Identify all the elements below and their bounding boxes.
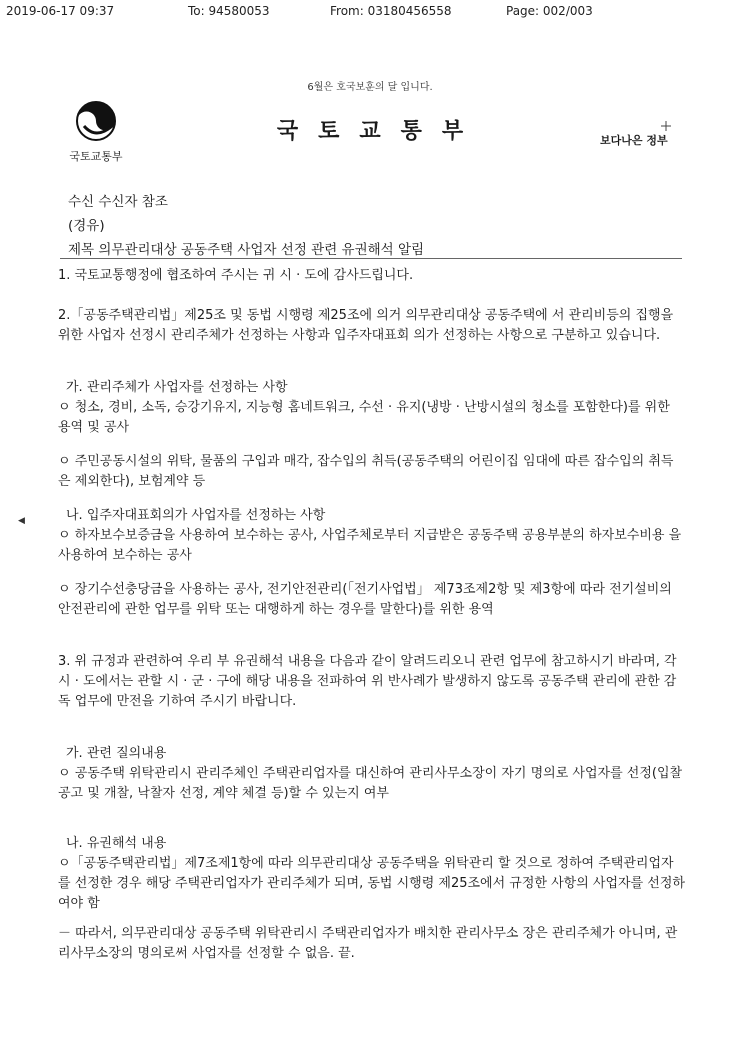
list-item: ㅇ 청소, 경비, 소독, 승강기유지, 지능형 홈네트워크, 수선 · 유지(냉방 · 난방시설의 청소를 포함한다)를 위한 용역 및 공사	[58, 400, 670, 435]
slogan-text: 보다나은 정부	[600, 134, 668, 147]
fax-page: Page: 002/003	[506, 4, 593, 18]
side-mark: ◀	[18, 516, 25, 526]
via: (경유)	[68, 218, 105, 234]
subject-divider	[60, 258, 682, 259]
fax-to: To: 94580053	[188, 4, 270, 18]
motto: 6월은 호국보훈의 달 입니다.	[307, 82, 433, 93]
ministry-name-small: 국토교통부	[69, 150, 123, 163]
paragraph-1: 1. 국토교통행정에 협조하여 주시는 귀 시 · 도에 감사드립니다.	[58, 268, 414, 283]
section-heading: 가. 관리주체가 사업자를 선정하는 사항	[66, 380, 288, 395]
ministry-title: 국토교통부	[276, 119, 484, 144]
subject: 제목 의무관리대상 공동주택 사업자 선정 관련 유권해석 알림	[68, 242, 425, 258]
list-item: － 따라서, 의무관리대상 공동주택 위탁관리시 주택관리업자가 배치한 관리사무소 장은 관리주체가 아니며, 관리사무소장의 명의로써 사업자를 선정할 수 없음. 끝.	[58, 926, 678, 961]
fax-from: From: 03180456558	[330, 4, 452, 18]
paragraph-3: 3. 위 규정과 관련하여 우리 부 유권해석 내용을 다음과 같이 알려드리오니 관련 업무에 참고하시기 바라며, 각 시 · 도에서는 관할 시 · 군 · 구에 해당 내용을 전파하여 위 반사례가 발생하지 않도록 공동주택 관리에 관한 감독 업무에 만전을 기하여 주시기 바랍니다.	[58, 654, 677, 709]
fax-datetime: 2019-06-17 09:37	[6, 4, 115, 18]
fax-header	[0, 4, 740, 22]
section-heading: 가. 관련 질의내용	[66, 746, 167, 761]
slogan-mark-icon	[600, 119, 680, 133]
slogan-logo	[600, 118, 680, 152]
section-heading: 나. 입주자대표회의가 사업자를 선정하는 사항	[66, 508, 326, 523]
section-heading: 나. 유권해석 내용	[66, 836, 167, 851]
list-item: ㅇ 하자보수보증금을 사용하여 보수하는 공사, 사업주체로부터 지급받은 공동주택 공용부분의 하자보수비용 을 사용하여 보수하는 공사	[58, 528, 682, 563]
list-item: ㅇ「공동주택관리법」제7조제1항에 따라 의무관리대상 공동주택을 위탁관리 할 것으로 정하여 주택관리업자를 선정한 경우 해당 주택관리업자가 관리주체가 되며, 동법 시행령 제25조에서 규정한 사항의 사업자를 선정하여야 함	[58, 856, 685, 911]
list-item: ㅇ 공동주택 위탁관리시 관리주체인 주택관리업자를 대신하여 관리사무소장이 자기 명의로 사업자를 선정(입찰 공고 및 개찰, 낙찰자 선정, 계약 체결 등)할 수 있는지 여부	[58, 766, 683, 801]
list-item: ㅇ 장기수선충당금을 사용하는 공사, 전기안전관리(「전기사업법」 제73조제2항 및 제3항에 따라 전기설비의 안전관리에 관한 업무를 위탁 또는 대행하게 하는 경우를 말한다)를 위한 용역	[58, 582, 672, 617]
list-item: ㅇ 주민공동시설의 위탁, 물품의 구입과 매각, 잡수입의 취득(공동주택의 어린이집 임대에 따른 잡수입의 취득은 제외한다), 보험계약 등	[58, 454, 674, 489]
recipient: 수신 수신자 참조	[68, 194, 168, 210]
paragraph-2: 2.「공동주택관리법」제25조 및 동법 시행령 제25조에 의거 의무관리대상 공동주택에 서 관리비등의 집행을 위한 사업자 선정시 관리주체가 선정하는 사항과 입주자대표회 의가 선정하는 사항으로 구분하고 있습니다.	[58, 308, 674, 343]
